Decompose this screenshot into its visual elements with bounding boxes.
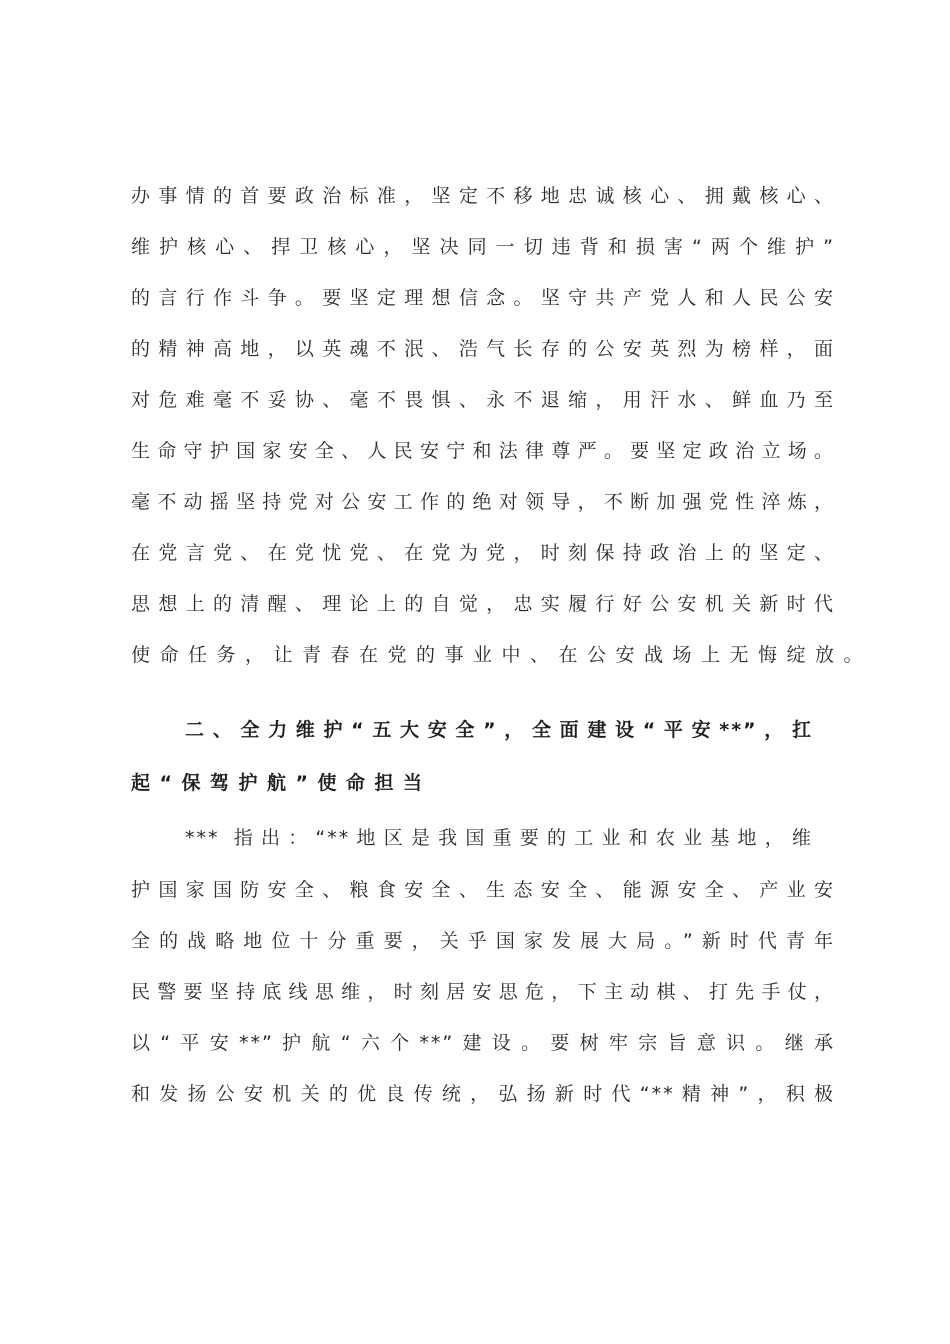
paragraph-1-line: 的言行作斗争。要坚定理想信念。坚守共产党人和人民公安	[131, 287, 835, 309]
paragraph-2-line: 护国家国防安全、粮食安全、生态安全、能源安全、产业安	[131, 879, 835, 901]
paragraph-2-line: *** 指出：“**地区是我国重要的工业和农业基地，维	[185, 827, 813, 849]
paragraph-2-line: 和发扬公安机关的优良传统，弘扬新时代“**精神”，积极	[131, 1083, 835, 1105]
section-heading-line: 起“保驾护航”使命担当	[131, 772, 432, 794]
paragraph-1-line: 对危难毫不妥协、毫不畏惧、永不退缩，用汗水、鲜血乃至	[131, 389, 835, 411]
paragraph-2-line: 民警要坚持底线思维，时刻居安思危，下主动棋、打先手仗，	[131, 981, 835, 1003]
paragraph-1-line: 办事情的首要政治标准，坚定不移地忠诚核心、拥戴核心、	[131, 185, 835, 207]
paragraph-1-line: 思想上的清醒、理论上的自觉，忠实履行好公安机关新时代	[131, 593, 835, 615]
section-heading-line: 二、全力维护“五大安全”，全面建设“平安**”，扛	[185, 719, 813, 741]
paragraph-1-line: 在党言党、在党忧党、在党为党，时刻保持政治上的坚定、	[131, 542, 835, 564]
paragraph-1-line: 毫不动摇坚持党对公安工作的绝对领导，不断加强党性淬炼，	[131, 491, 835, 513]
paragraph-1-line: 使命任务，让青春在党的事业中、在公安战场上无悔绽放。	[131, 644, 873, 666]
paragraph-1-line: 维护核心、捍卫核心，坚决同一切违背和损害“两个维护”	[131, 236, 835, 258]
paragraph-1-line: 生命守护国家安全、人民安宁和法律尊严。要坚定政治立场。	[131, 440, 835, 462]
paragraph-1-line: 的精神高地，以英魂不泯、浩气长存的公安英烈为榜样，面	[131, 338, 835, 360]
paragraph-2-line: 以“平安**”护航“六个**”建设。要树牢宗旨意识。继承	[131, 1032, 835, 1054]
paragraph-2-line: 全的战略地位十分重要，关乎国家发展大局。”新时代青年	[131, 930, 835, 952]
